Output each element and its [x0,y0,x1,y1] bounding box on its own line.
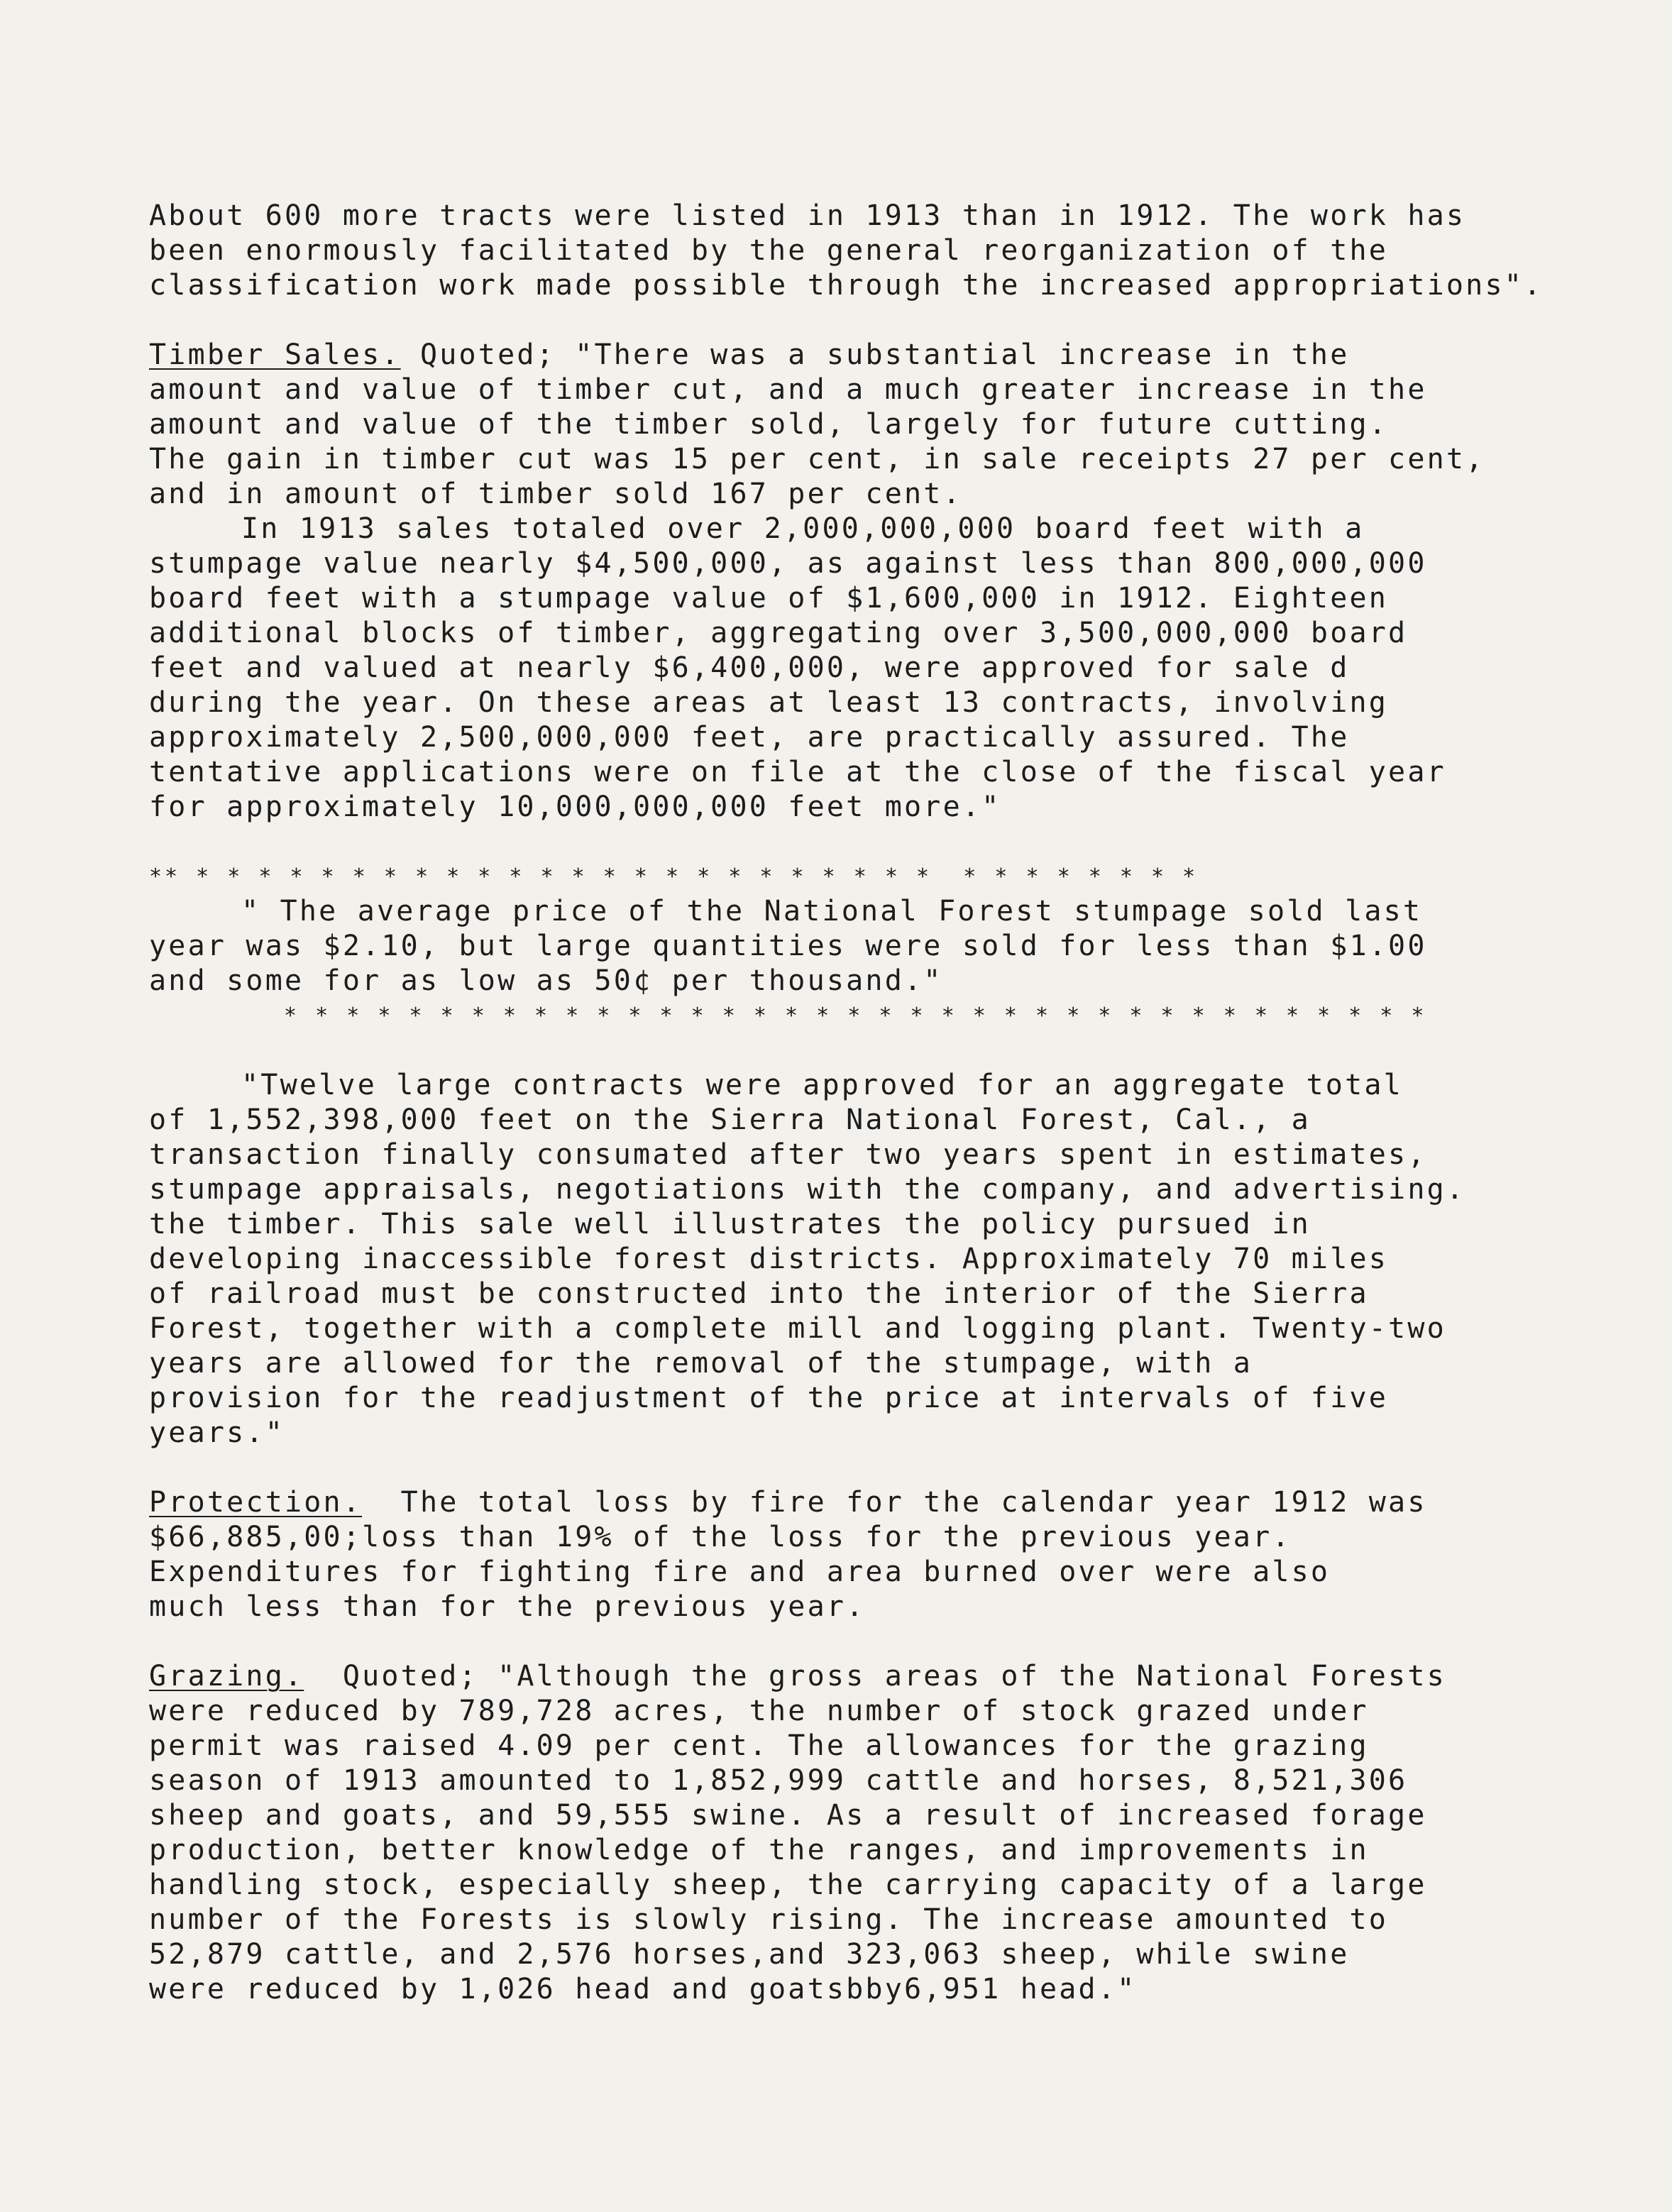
text-line: were reduced by 789,728 acres, the number of stock grazed under [149,1695,1369,1727]
text-line: during the year. On these areas at least 13 contracts, involving [149,686,1389,719]
text-line: developing inaccessible forest districts. Approximately 70 miles [149,1243,1389,1275]
text-line: amount and value of the timber sold, largely for future cutting. [149,408,1389,441]
text-line: Expenditures for fighting fire and area burned over were also [149,1556,1331,1588]
asterisk-separator: * * * * * * * * * * * * * * * * * * * * * * * * * * * * * * * * * * * * * [284,1003,1427,1028]
text-line: 52,879 cattle, and 2,576 horses,and 323,063 sheep, while swine [149,1938,1350,1971]
text-line: year was $2.10, but large quantities were sold for less than $1.00 [149,930,1427,962]
text-line [149,1659,1625,1694]
text-line: About 600 more tracts were listed in 1913 than in 1912. The work has [149,199,1466,232]
text-line: sheep and goats, and 59,555 swine. As a result of increased forage [149,1799,1427,1832]
text-line: The gain in timber cut was 15 per cent, in sale receipts 27 per cent, [149,443,1485,475]
asterisk-separator: ** * * * * * * * * * * * * * * * * * * * * * * * * * * * * * * * * [149,864,1199,889]
text-line: season of 1913 amounted to 1,852,999 cattle and horses, 8,521,306 [149,1764,1408,1797]
text-line: production, better knowledge of the ranges, and improvements in [149,1834,1369,1866]
paragraph-tracts [149,199,1625,303]
text-line [149,1485,1625,1520]
text-line: years are allowed for the removal of the stumpage, with a [149,1347,1253,1380]
text-run: Quoted; "Although the gross areas of the National Forests [304,1660,1446,1693]
text-line: amount and value of timber cut, and a much greater increase in the [149,373,1427,406]
text-line: permit was raised 4.09 per cent. The allowances for the grazing [149,1729,1369,1762]
text-line: of 1,552,398,000 feet on the Sierra National Forest, Cal., a [149,1104,1311,1136]
text-line [149,338,1625,373]
text-line: board feet with a stumpage value of $1,600,000 in 1912. Eighteen [149,582,1389,615]
text-line: Forest, together with a complete mill and logging plant. Twenty-two [149,1312,1446,1345]
text-line: additional blocks of timber, aggregating over 3,500,000,000 board [149,617,1408,649]
text-line: $66,885,00;loss than 19% of the loss for the previous year. [149,1521,1292,1553]
text-line: years." [149,1416,285,1449]
section-heading-protection: Protection. [149,1486,363,1519]
section-timber-sales [149,338,1625,825]
quote-twelve-contracts [149,1068,1625,1451]
section-protection [149,1485,1625,1624]
text-line: of railroad must be constructed into the interior of the Sierra [149,1277,1369,1310]
text-line: were reduced by 1,026 head and goatsbby6,951 head." [149,1973,1137,2005]
text-line: much less than for the previous year. [149,1590,866,1623]
document-text [149,199,1625,2007]
text-line: stumpage appraisals, negotiations with the company, and advertising. [149,1173,1466,1206]
text-line: and in amount of timber sold 167 per cent. [149,478,962,510]
text-line: In 1913 sales totaled over 2,000,000,000 board feet with a [241,512,1365,545]
text-line: " The average price of the National Forest stumpage sold last [241,895,1423,928]
text-line: the timber. This sale well illustrates the policy pursued in [149,1208,1311,1240]
text-line: feet and valued at nearly $6,400,000, were approved for sale d [149,651,1350,684]
text-line: approximately 2,500,000,000 feet, are practically assured. The [149,721,1350,754]
text-line: and some for as low as 50¢ per thousand." [149,964,943,997]
text-line: transaction finally consumated after two years spent in estimates, [149,1138,1427,1171]
text-line: tentative applications were on file at the close of the fiscal year [149,756,1446,788]
text-line: been enormously facilitated by the general reorganization of the [149,234,1389,267]
section-heading-grazing: Grazing. [149,1660,304,1693]
section-heading-timber-sales: Timber Sales. [149,339,401,371]
text-line: classification work made possible through the increased appropriations". [149,269,1544,302]
text-line: handling stock, especially sheep, the carrying capacity of a large [149,1869,1427,1901]
text-line: for approximately 10,000,000,000 feet more." [149,791,1001,823]
text-line: stumpage value nearly $4,500,000, as against less than 800,000,000 [149,547,1427,580]
text-line: "Twelve large contracts were approved for an aggregate total [241,1069,1403,1101]
text-run: The total loss by fire for the calendar year 1912 was [362,1486,1427,1519]
text-line: number of the Forests is slowly rising. The increase amounted to [149,1903,1389,1936]
text-run: Quoted; "There was a substantial increase in the [400,339,1350,371]
text-line: provision for the readjustment of the price at intervals of five [149,1382,1389,1414]
quote-average-price [149,894,1625,998]
section-grazing [149,1659,1625,2007]
